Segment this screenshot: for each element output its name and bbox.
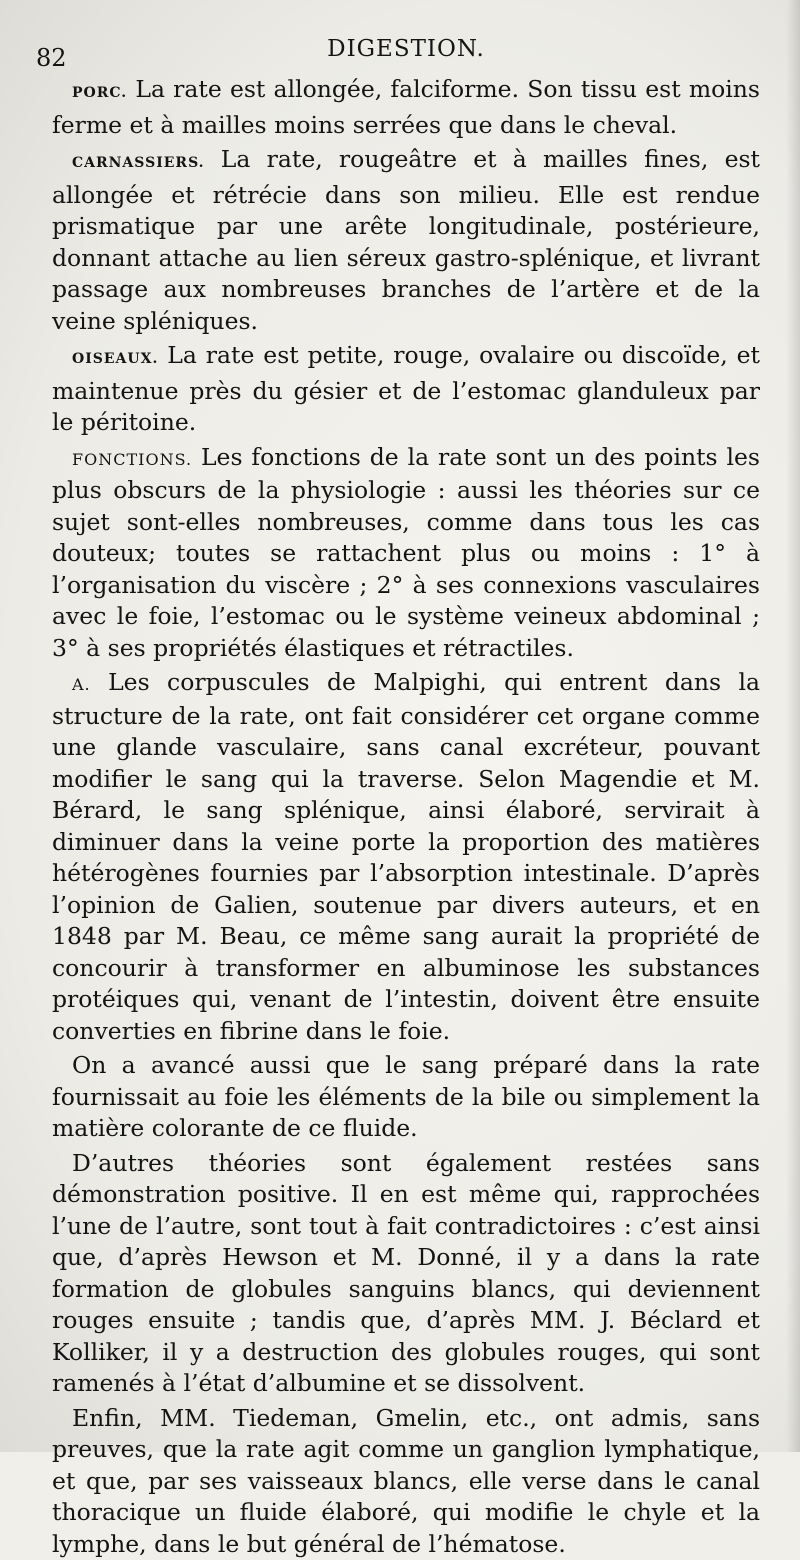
paragraph-oiseaux: [52, 340, 760, 439]
paragraph-text: D’autres théories sont également restées sans démonstration positive. Il en est même qui, rapprochées l’une de l’autre, sont tout à fait contradictoires : c’est ainsi que, d’après Hewson et M. Donné, il y a dans la rate formation de globules sanguins blancs, qui deviennent rouges ensuite ; tandis que, d’après MM. J. Béclard et Kolliker, il y a destruction des globules rouges, qui sont ramenés à l’état d’albumine et se dissolvent.: [52, 1149, 760, 1398]
paragraph-porc: [52, 74, 760, 141]
running-head: DIGESTION.: [52, 36, 760, 62]
paragraph-text: Les fonctions de la rate sont un des points les plus obscurs de la physiologie : aussi les théories sur ce sujet sont-elles nombreuses, comme dans tous les cas douteux; toutes se rattachent plus ou moins : 1° à l’organisation du viscère ; 2° à ses connexions vasculaires avec le foie, l’estomac ou le système veineux abdominal ; 3° à ses propriétés élastiques et rétractiles.: [52, 443, 760, 662]
paragraph-text: La rate est allongée, falciforme. Son tissu est moins ferme et à mailles moins serrées que dans le cheval.: [52, 75, 760, 139]
page-edge-shadow: [786, 0, 800, 1452]
paragraph-text: La rate est petite, rouge, ovalaire ou discoïde, et maintenue près du gésier et de l’estomac glanduleux par le péritoine.: [52, 341, 760, 436]
paragraph-text: La rate, rougeâtre et à mailles fines, est allongée et rétrécie dans son milieu. Elle est rendue prismatique par une arête longitudinale, postérieure, donnant attache au lien séreux gastro-splénique, et livrant passage aux nombreuses branches de l’artère et de la veine spléniques.: [52, 145, 760, 335]
page-header: [52, 30, 760, 74]
paragraph-fonctions: [52, 442, 760, 665]
paragraph-a: [52, 667, 760, 1047]
paragraph-carnassiers: [52, 144, 760, 337]
body-text: [52, 74, 760, 1560]
paragraph-text: Enfin, MM. Tiedeman, Gmelin, etc., ont admis, sans preuves, que la rate agit comme un ganglion lymphatique, et que, par ses vaisseaux blancs, elle verse dans le canal thoracique un fluide élaboré, qui modifie le chyle et la lymphe, dans le but général de l’hématose.: [52, 1404, 760, 1558]
paragraph-lead: PORC.: [72, 85, 127, 101]
paragraph-lead: FONCTIONS.: [72, 450, 192, 469]
page-number: 82: [36, 44, 67, 72]
paragraph-bile: [52, 1050, 760, 1145]
paragraph-text: On a avancé aussi que le sang préparé dans la rate fournissait au foie les éléments de la bile ou simplement la matière colorante de ce fluide.: [52, 1051, 760, 1142]
paragraph-lead: CARNASSIERS.: [72, 155, 205, 171]
paragraph-lead: A.: [72, 675, 91, 694]
paragraph-text: Les corpuscules de Malpighi, qui entrent dans la structure de la rate, ont fait considérer cet organe comme une glande vasculaire, sans canal excréteur, pouvant modifier le sang qui la traverse. Selon Magendie et M. Bérard, le sang splénique, ainsi élaboré, servirait à diminuer dans la veine porte la proportion des matières hétérogènes fournies par l’absorption intestinale. D’après l’opinion de Galien, soutenue par divers auteurs, et en 1848 par M. Beau, ce même sang aurait la propriété de concourir à transformer en albuminose les substances protéiques qui, venant de l’intestin, doivent être ensuite converties en fibrine dans le foie.: [52, 668, 760, 1045]
paragraph-enfin: [52, 1403, 760, 1560]
paragraph-lead: OISEAUX.: [72, 351, 158, 367]
paragraph-theories: [52, 1148, 760, 1400]
